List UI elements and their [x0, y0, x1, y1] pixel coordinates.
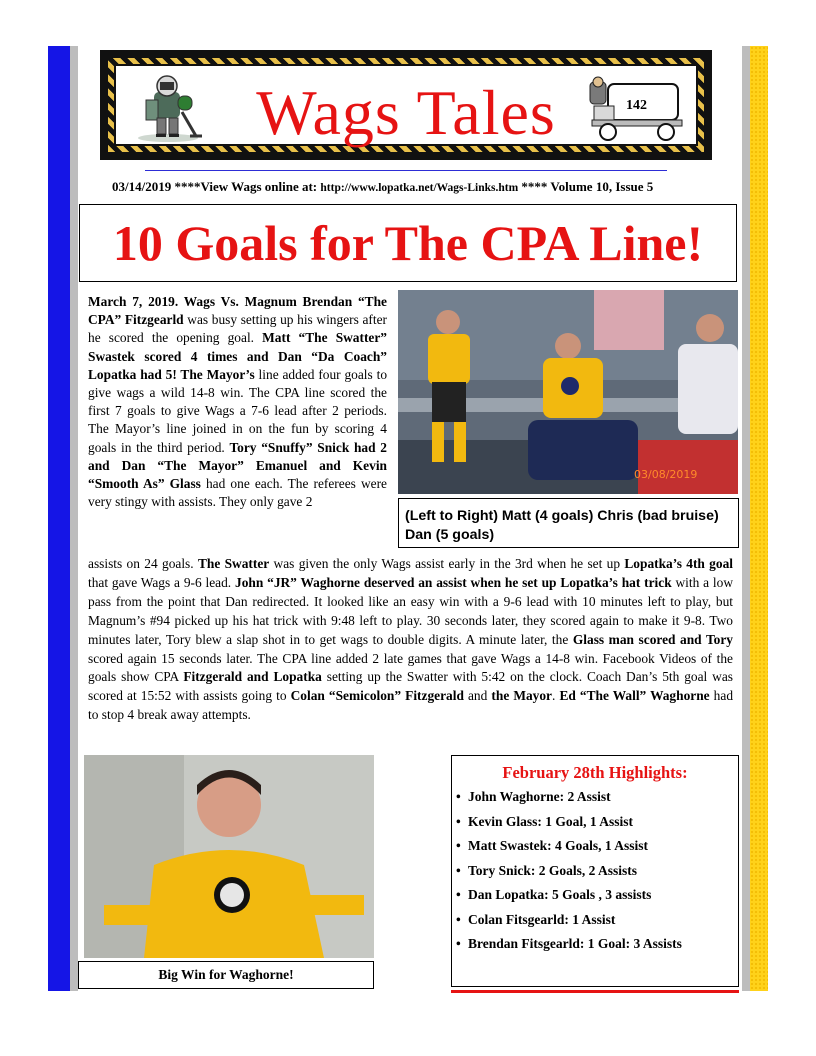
- photo-date-stamp: 03/08/2019: [634, 468, 698, 481]
- masthead-inner: [114, 64, 698, 146]
- list-item: [456, 789, 682, 814]
- article-column: [88, 293, 387, 511]
- left-blue-border: [48, 46, 70, 991]
- highlight-text: Tory Snick: 2 Goals, 2 Assists: [468, 862, 638, 878]
- website-link[interactable]: http://www.lopatka.net/Wags-Links.htm: [320, 182, 519, 194]
- highlights-box: [451, 755, 739, 987]
- article-text-segment: setting up the Swatter with 5:42 on the clock. Coach Dan’s 5th goal was scored at 15:52 with assists going to: [88, 669, 733, 704]
- issue-date: 03/14/2019: [112, 179, 172, 194]
- goalie-portrait-image: [84, 755, 374, 958]
- article-text-segment: The Swatter: [197, 556, 270, 571]
- locker-room-image: [398, 290, 738, 494]
- article-text-segment: .: [552, 688, 560, 704]
- highlight-text: Dan Lopatka: 5 Goals , 3 assists: [468, 887, 652, 902]
- bullet-icon: •: [456, 838, 461, 853]
- highlight-text: Colan Fitsgearld: 1 Assist: [468, 911, 616, 927]
- list-item: [456, 838, 682, 863]
- article-text-segment: scored again 15 seconds later. The CPA line added 2 late games that gave Wags a 14-8 win. Facebook Videos of the goals show CPA: [88, 650, 733, 685]
- highlight-text: Kevin Glass: 1 Goal, 1 Assist: [468, 813, 634, 829]
- list-item: [456, 814, 682, 839]
- bullet-icon: •: [456, 936, 461, 951]
- article-text-segment: with a low pass from the point that Dan redirected. It looked like an easy win with a 9-6 lead with 10 minutes left to play, but Magnum’s #94 picked up his hat trick with 9:48 left to play. 30 seconds later, they scored again to make it 9-8. Two minutes later, Tory blew a slap shot in to get wags to double digits. A minute later, the: [88, 574, 734, 647]
- dateline-prefix: ****View Wags online at:: [171, 179, 321, 194]
- article-text-segment: Brendan “The CPA” Fitzgearld: [88, 294, 387, 328]
- right-yellow-border: [750, 46, 768, 991]
- article-text-segment: March 7, 2019. Wags Vs. Magnum: [88, 294, 297, 309]
- masthead: [100, 50, 712, 160]
- masthead-rule: [145, 170, 667, 171]
- locker-room-photo: [398, 290, 738, 494]
- article-text-segment: line added four goals to give wags a wild 14-8 win. The CPA line scored the first 7 goals to give Wags a 7-6 lead after 2 periods. The Mayor’s line joined in on the fun by scoring 4 goals in the third period.: [88, 366, 388, 455]
- photo1-caption: (Left to Right) Matt (4 goals) Chris (bad bruise) Dan (5 goals): [398, 498, 739, 548]
- issue-number: 142: [626, 98, 647, 113]
- highlight-text: Matt Swastek: 4 Goals, 1 Assist: [468, 838, 649, 853]
- article-text-segment: Lopatka’s 4th goal: [624, 556, 733, 571]
- headline: 10 Goals for The CPA Line!: [112, 215, 704, 271]
- article-text-segment: Glass man scored and Tory: [572, 631, 733, 647]
- article-text-segment: was given the only Wags assist early in the 3rd when he set up: [269, 556, 625, 571]
- highlights-list: [456, 789, 682, 961]
- article-text-segment: Ed “The Wall” Waghorne: [559, 688, 710, 704]
- list-item: [456, 912, 682, 937]
- left-gray-border: [70, 46, 78, 991]
- article-continued: [88, 555, 733, 725]
- photo2-caption: Big Win for Waghorne!: [78, 961, 374, 989]
- article-continued-text: [88, 555, 733, 725]
- article-text-segment: Fitzgerald and Lopatka: [183, 669, 322, 685]
- bullet-icon: •: [456, 789, 461, 804]
- highlight-text: John Waghorne: 2 Assist: [468, 789, 611, 804]
- article-text-segment: assists on 24 goals.: [88, 556, 198, 571]
- masthead-title: Wags Tales: [256, 77, 556, 148]
- article-column-text: [88, 293, 387, 511]
- dateline-suffix: **** Volume 10, Issue 5: [518, 179, 654, 194]
- article-text-segment: that gave Wags a 9-6 lead.: [88, 574, 235, 590]
- bullet-icon: •: [456, 862, 461, 878]
- list-item: [456, 887, 682, 912]
- bullet-icon: •: [456, 911, 461, 927]
- highlights-rule: [451, 990, 739, 993]
- article-text-segment: had to stop 4 break away attempts.: [88, 688, 734, 723]
- article-text-segment: and: [463, 688, 492, 704]
- article-text-segment: was busy setting up his wingers after he scored the opening goal.: [88, 312, 387, 346]
- article-text-segment: Matt “The Swatter” Swastek scored 4 times and Dan “Da Coach” Lopatka had 5! The Mayor’s: [88, 330, 388, 382]
- zamboni-graphic: [588, 76, 688, 142]
- bullet-icon: •: [456, 813, 461, 829]
- article-text-segment: Tory “Snuffy” Snick had 2 and Dan “The Mayor” Emanuel and Kevin “Smooth As” Glass: [88, 439, 387, 492]
- dateline: [112, 179, 752, 195]
- article-text-segment: John “JR” Waghorne deserved an assist when he set up Lopatka’s hat trick: [235, 574, 672, 590]
- highlight-text: Brendan Fitsgearld: 1 Goal: 3 Assists: [468, 936, 682, 951]
- headline-box: [79, 204, 737, 282]
- bullet-icon: •: [456, 887, 461, 902]
- article-text-segment: had one each. The referees were very stingy with assists. They only gave 2: [88, 476, 387, 510]
- waghorne-photo: [84, 755, 374, 958]
- list-item: [456, 863, 682, 888]
- article-text-segment: the Mayor: [491, 688, 553, 704]
- highlights-title: February 28th Highlights:: [502, 763, 688, 782]
- list-item: [456, 936, 682, 961]
- article-text-segment: Colan “Semicolon” Fitzgerald: [290, 688, 464, 704]
